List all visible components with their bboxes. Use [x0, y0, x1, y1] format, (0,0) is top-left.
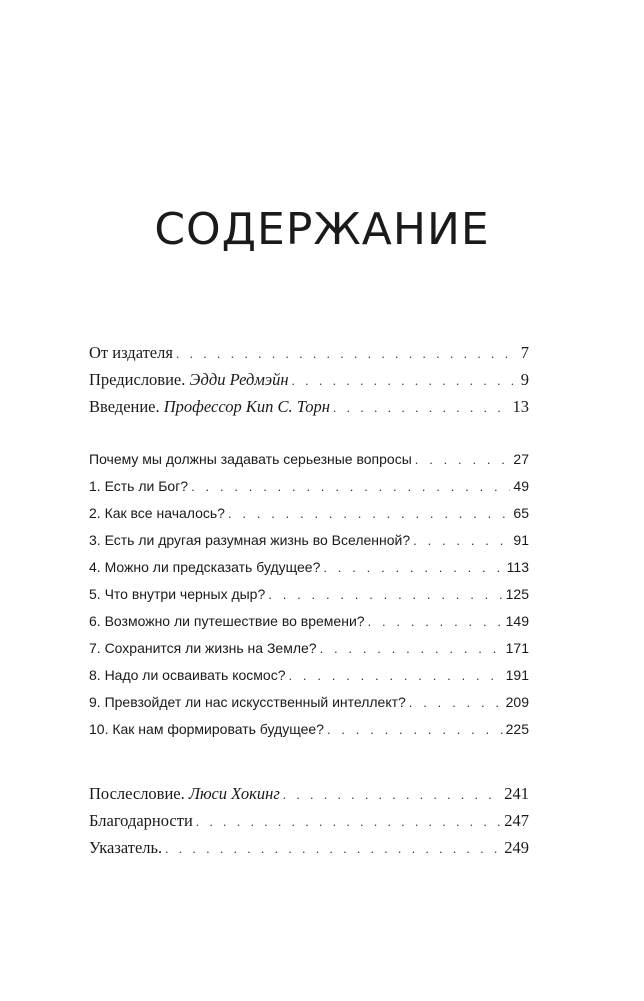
dot-leader	[268, 587, 502, 602]
toc-page-number: 241	[504, 784, 529, 803]
toc-entry-title: Почему мы должны задавать серьезные вопросы	[89, 451, 412, 467]
toc-entry-title: 1. Есть ли Бог?	[89, 478, 189, 494]
dot-leader	[288, 668, 502, 683]
toc-entry-chapter[interactable]	[89, 613, 529, 640]
toc-entry-title: Предисловие. Эдди Редмэйн	[89, 370, 289, 389]
toc-page-number: 225	[505, 721, 529, 737]
toc-entry-chapter[interactable]	[89, 505, 529, 532]
toc-page-number: 191	[505, 667, 529, 683]
page-title: СОДЕРЖАНИЕ	[154, 204, 490, 255]
toc-page-number: 247	[504, 811, 529, 830]
dot-leader	[323, 560, 503, 575]
toc-entry-chapter[interactable]	[89, 667, 529, 694]
toc-entry-chapter[interactable]	[89, 532, 529, 559]
toc-entry-title: 7. Сохранится ли жизнь на Земле?	[89, 640, 317, 656]
dot-leader	[292, 373, 516, 389]
toc-page-number: 149	[505, 613, 529, 629]
dot-leader	[176, 346, 516, 362]
dot-leader	[327, 722, 503, 737]
toc-entry-title: 9. Превзойдет ли нас искусственный интеллект?	[89, 694, 406, 710]
toc-page-number: 13	[512, 397, 529, 416]
dot-leader	[165, 841, 501, 857]
toc-entry-publisher[interactable]	[89, 343, 529, 370]
toc-entry-chapter[interactable]	[89, 721, 529, 748]
toc-entry-title: От издателя	[89, 343, 173, 362]
toc-entry-title: 5. Что внутри черных дыр?	[89, 586, 266, 602]
dot-leader	[196, 814, 501, 830]
toc-entry-title: Послесловие. Люси Хокинг	[89, 784, 280, 803]
toc-entry-chapter[interactable]	[89, 451, 529, 478]
dot-leader	[415, 452, 511, 467]
toc-page-number: 7	[520, 343, 529, 362]
toc-entry-foreword[interactable]	[89, 370, 529, 397]
toc-page-number: 27	[513, 451, 529, 467]
toc-page-number: 49	[513, 478, 529, 494]
toc-entry-introduction[interactable]	[89, 397, 529, 424]
toc-page-number: 91	[513, 532, 529, 548]
toc-entry-title: 8. Надо ли осваивать космос?	[89, 667, 286, 683]
toc-chapters	[89, 451, 529, 748]
dot-leader	[413, 533, 510, 548]
toc-entry-afterword[interactable]	[89, 784, 529, 811]
toc-entry-chapter[interactable]	[89, 640, 529, 667]
toc-page-number: 65	[513, 505, 529, 521]
toc-front-matter	[89, 343, 529, 424]
toc-page-number: 171	[505, 640, 529, 656]
toc-page-number: 113	[506, 559, 529, 575]
toc-entry-chapter[interactable]	[89, 586, 529, 613]
toc-page-number: 209	[505, 694, 529, 710]
dot-leader	[320, 641, 503, 656]
toc-page-number: 249	[504, 838, 529, 857]
toc-entry-title: 2. Как все началось?	[89, 505, 225, 521]
toc-entry-author: Профессор Кип С. Торн	[163, 397, 330, 416]
dot-leader	[333, 400, 510, 416]
toc-entry-title: Введение. Профессор Кип С. Торн	[89, 397, 330, 416]
dot-leader	[368, 614, 503, 629]
toc-page-number: 125	[505, 586, 529, 602]
toc-entry-author: Эдди Редмэйн	[189, 370, 289, 389]
toc-back-matter	[89, 784, 529, 865]
toc-page-number: 9	[520, 370, 529, 389]
toc-entry-chapter[interactable]	[89, 694, 529, 721]
toc-entry-chapter[interactable]	[89, 559, 529, 586]
dot-leader	[228, 506, 510, 521]
toc-entry-index[interactable]	[89, 838, 529, 865]
dot-leader	[191, 479, 510, 494]
toc-entry-acknowledgements[interactable]	[89, 811, 529, 838]
toc-entry-title: 10. Как нам формировать будущее?	[89, 721, 324, 737]
toc-entry-author: Люси Хокинг	[188, 784, 280, 803]
toc-entry-chapter[interactable]	[89, 478, 529, 505]
dot-leader	[283, 787, 501, 803]
toc-entry-title: Указатель.	[89, 838, 163, 857]
toc-entry-title: 4. Можно ли предсказать будущее?	[89, 559, 321, 575]
toc-entry-title: 6. Возможно ли путешествие во времени?	[89, 613, 365, 629]
toc-entry-title: Благодарности	[89, 811, 193, 830]
dot-leader	[409, 695, 503, 710]
toc-entry-title: 3. Есть ли другая разумная жизнь во Вселенной?	[89, 532, 411, 548]
